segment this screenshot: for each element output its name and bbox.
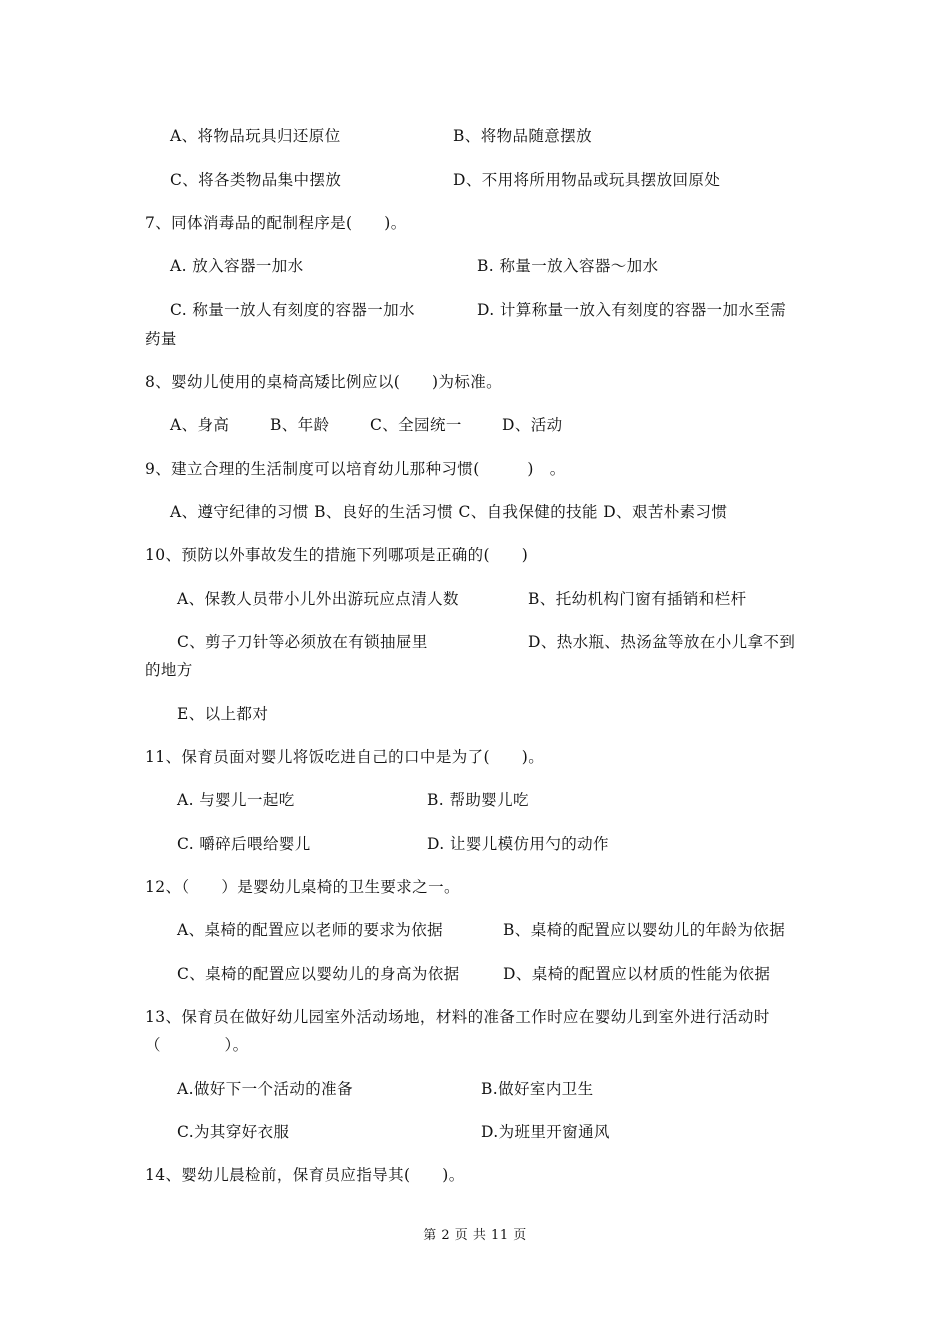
- q12-option-d: D、桌椅的配置应以材质的性能为依据: [503, 965, 771, 983]
- q7-option-d-continued: 药量: [145, 330, 177, 348]
- q10-option-d: D、热水瓶、热汤盆等放在小儿拿不到: [528, 633, 796, 651]
- q10-option-a: A、保教人员带小儿外出游玩应点清人数: [177, 590, 459, 608]
- q6-option-b: B、将物品随意摆放: [453, 127, 592, 145]
- q11-option-d: D. 让婴儿模仿用勺的动作: [427, 835, 609, 853]
- q6-option-a: A、将物品玩具归还原位: [170, 127, 341, 145]
- q8-option-c: C、全园统一: [370, 416, 462, 434]
- q7-option-d: D. 计算称量一放入有刻度的容器一加水至需: [477, 301, 787, 319]
- q8-option-b: B、年龄: [270, 416, 330, 434]
- q12-option-a: A、桌椅的配置应以老师的要求为依据: [177, 921, 443, 939]
- q7-option-c: C. 称量一放人有刻度的容器一加水: [170, 301, 415, 319]
- page-number-footer: 第 2 页 共 11 页: [423, 1228, 527, 1243]
- q12-option-b: B、桌椅的配置应以婴幼儿的年龄为依据: [503, 921, 786, 939]
- q14-stem: 14、婴幼儿晨检前，保育员应指导其( )。: [145, 1166, 465, 1184]
- q11-option-c: C. 嚼碎后喂给婴儿: [177, 835, 311, 853]
- q7-option-b: B. 称量一放入容器～加水: [477, 257, 659, 275]
- q13-option-a: A.做好下一个活动的准备: [177, 1080, 353, 1098]
- q10-option-c: C、剪子刀针等必须放在有锁抽屉里: [177, 633, 428, 651]
- q6-option-c: C、将各类物品集中摆放: [170, 171, 342, 189]
- q10-stem: 10、预防以外事故发生的措施下列哪项是正确的( ): [145, 546, 529, 564]
- q13-option-c: C.为其穿好衣服: [177, 1123, 290, 1141]
- q11-option-b: B. 帮助婴儿吃: [427, 791, 529, 809]
- q12-stem: 12、（ ）是婴幼儿桌椅的卫生要求之一。: [145, 878, 460, 896]
- q8-option-a: A、身高: [170, 416, 230, 434]
- q7-stem: 7、同体消毒品的配制程序是( )。: [145, 214, 407, 232]
- q6-option-d: D、不用将所用物品或玩具摆放回原处: [453, 171, 721, 189]
- q8-stem: 8、婴幼儿使用的桌椅高矮比例应以( )为标准。: [145, 373, 503, 391]
- q13-option-d: D.为班里开窗通风: [481, 1123, 610, 1141]
- q9-options: A、遵守纪律的习惯 B、良好的生活习惯 C、自我保健的技能 D、艰苦朴素习惯: [170, 503, 728, 521]
- q10-option-b: B、托幼机构门窗有插销和栏杆: [528, 590, 747, 608]
- q10-option-d-continued: 的地方: [145, 661, 193, 679]
- q13-option-b: B.做好室内卫生: [481, 1080, 594, 1098]
- q13-stem: 13、保育员在做好幼儿园室外活动场地，材料的准备工作时应在婴幼儿到室外进行活动时: [145, 1008, 770, 1026]
- q12-option-c: C、桌椅的配置应以婴幼儿的身高为依据: [177, 965, 460, 983]
- q11-option-a: A. 与婴儿一起吃: [177, 791, 295, 809]
- q11-stem: 11、保育员面对婴儿将饭吃进自己的口中是为了( )。: [145, 748, 545, 766]
- q7-option-a: A. 放入容器一加水: [170, 257, 304, 275]
- q9-stem: 9、建立合理的生活制度可以培育幼儿那种习惯( ) 。: [145, 460, 566, 478]
- q13-stem-continued: （ ）。: [145, 1036, 249, 1054]
- q8-option-d: D、活动: [502, 416, 563, 434]
- q10-option-e: E、以上都对: [177, 705, 269, 723]
